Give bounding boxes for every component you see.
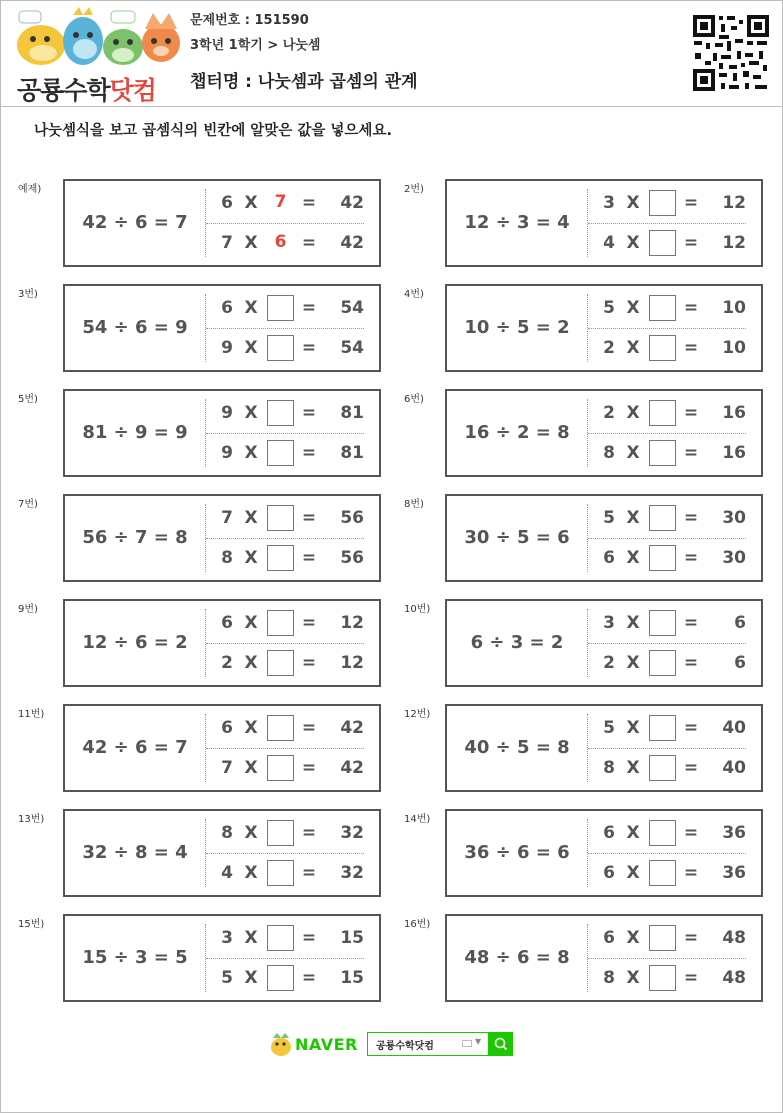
answer-blank[interactable] — [649, 755, 676, 781]
logo-wordmark: 공룡수학닷컴 — [17, 76, 156, 105]
factor: 3 — [603, 193, 615, 213]
equals-sign: = — [301, 548, 317, 568]
division-equation: 81 ÷ 9 = 9 — [82, 422, 188, 443]
problem-card — [445, 284, 763, 372]
factor: 6 — [221, 193, 233, 213]
times-sign: X — [626, 298, 640, 318]
times-sign: X — [244, 508, 258, 528]
product: 48 — [722, 968, 746, 988]
equals-sign: = — [683, 298, 699, 318]
keyboard-icon[interactable] — [462, 1040, 472, 1047]
answer-blank[interactable] — [267, 440, 294, 466]
multiplication-row — [588, 922, 748, 954]
answer-blank[interactable] — [267, 755, 294, 781]
multiplication-row — [206, 332, 366, 364]
instruction-text: 나눗셈식을 보고 곱셈식의 빈칸에 알맞은 값을 넣으세요. — [34, 123, 392, 139]
problem-label: 6번) — [404, 394, 424, 405]
divider-horizontal — [206, 433, 364, 434]
multiplication-row — [588, 647, 748, 679]
factor: 5 — [603, 718, 615, 738]
equals-sign: = — [683, 338, 699, 358]
division-equation: 36 ÷ 6 = 6 — [464, 842, 570, 863]
factor: 2 — [603, 403, 615, 423]
naver-logo: NAVER — [295, 1035, 358, 1054]
answer-blank[interactable] — [649, 610, 676, 636]
times-sign: X — [626, 443, 640, 463]
factor: 8 — [603, 968, 615, 988]
equals-sign: = — [301, 863, 317, 883]
product: 10 — [722, 298, 746, 318]
product: 12 — [340, 613, 364, 633]
factor: 4 — [221, 863, 233, 883]
product: 56 — [340, 548, 364, 568]
product: 32 — [340, 823, 364, 843]
factor: 6 — [603, 928, 615, 948]
division-equation: 16 ÷ 2 = 8 — [464, 422, 570, 443]
multiplication-row — [588, 542, 748, 574]
multiplication-row — [206, 922, 366, 954]
multiplication-row — [588, 607, 748, 639]
divider-horizontal — [588, 748, 746, 749]
problem-card — [63, 179, 381, 267]
product: 40 — [722, 758, 746, 778]
chapter-title: 챕터명 : 나눗셈과 곱셈의 관계 — [190, 72, 418, 92]
multiplication-row — [206, 607, 366, 639]
division-equation: 32 ÷ 8 = 4 — [82, 842, 188, 863]
answer-blank[interactable] — [267, 650, 294, 676]
product: 12 — [722, 233, 746, 253]
division-equation: 12 ÷ 6 = 2 — [82, 632, 188, 653]
problem-card — [445, 389, 763, 477]
times-sign: X — [626, 193, 640, 213]
equals-sign: = — [683, 823, 699, 843]
product: 81 — [340, 443, 364, 463]
multiplication-row — [206, 817, 366, 849]
multiplication-row — [588, 397, 748, 429]
qr-code-icon — [691, 13, 771, 93]
divider-horizontal — [588, 958, 746, 959]
times-sign: X — [626, 613, 640, 633]
multiplication-row — [588, 187, 748, 219]
division-equation: 10 ÷ 5 = 2 — [464, 317, 570, 338]
product: 12 — [722, 193, 746, 213]
times-sign: X — [244, 823, 258, 843]
factor: 5 — [603, 508, 615, 528]
answer-blank[interactable] — [649, 230, 676, 256]
equals-sign: = — [683, 863, 699, 883]
answer-blank[interactable] — [649, 400, 676, 426]
times-sign: X — [244, 613, 258, 633]
factor: 8 — [221, 548, 233, 568]
equals-sign: = — [301, 508, 317, 528]
multiplication-row — [588, 292, 748, 324]
product: 54 — [340, 338, 364, 358]
times-sign: X — [626, 718, 640, 738]
times-sign: X — [244, 443, 258, 463]
times-sign: X — [244, 403, 258, 423]
equals-sign: = — [683, 928, 699, 948]
answer-blank[interactable] — [649, 295, 676, 321]
product: 15 — [340, 928, 364, 948]
search-query-text: 공룡수학닷컴 — [376, 1041, 434, 1052]
equals-sign: = — [301, 968, 317, 988]
equals-sign: = — [301, 193, 317, 213]
product: 30 — [722, 508, 746, 528]
problem-label: 5번) — [18, 394, 38, 405]
answer-blank[interactable] — [267, 965, 294, 991]
multiplication-row — [206, 962, 366, 994]
problem-label: 4번) — [404, 289, 424, 300]
factor: 8 — [603, 758, 615, 778]
problem-card — [63, 809, 381, 897]
dinosaur-logo — [13, 5, 181, 105]
factor: 2 — [603, 653, 615, 673]
divider-horizontal — [206, 643, 364, 644]
multiplication-row — [588, 437, 748, 469]
equals-sign: = — [683, 968, 699, 988]
multiplication-row — [206, 292, 366, 324]
times-sign: X — [244, 863, 258, 883]
multiplication-row — [206, 502, 366, 534]
answer-blank[interactable] — [267, 505, 294, 531]
answer-blank[interactable] — [649, 505, 676, 531]
product: 56 — [340, 508, 364, 528]
product: 36 — [722, 823, 746, 843]
factor: 6 — [221, 613, 233, 633]
equals-sign: = — [683, 718, 699, 738]
problem-label: 13번) — [18, 814, 45, 825]
times-sign: X — [244, 338, 258, 358]
answer-blank[interactable] — [649, 190, 676, 216]
times-sign: X — [626, 403, 640, 423]
problem-label: 16번) — [404, 919, 431, 930]
factor: 9 — [221, 403, 233, 423]
problem-card — [63, 599, 381, 687]
division-equation: 42 ÷ 6 = 7 — [82, 212, 188, 233]
answer-value: 7 — [274, 192, 287, 212]
problem-label: 예제) — [18, 184, 42, 195]
factor: 2 — [603, 338, 615, 358]
factor: 6 — [603, 863, 615, 883]
divider-horizontal — [588, 853, 746, 854]
problem-card — [445, 599, 763, 687]
problem-label: 3번) — [18, 289, 38, 300]
answer-blank[interactable] — [267, 295, 294, 321]
times-sign: X — [626, 653, 640, 673]
times-sign: X — [244, 718, 258, 738]
divider-horizontal — [588, 328, 746, 329]
answer-blank[interactable] — [649, 440, 676, 466]
multiplication-row — [206, 752, 366, 784]
equals-sign: = — [301, 758, 317, 778]
equals-sign: = — [683, 758, 699, 778]
multiplication-row — [206, 857, 366, 889]
dinosaur-mascots-icon — [13, 5, 181, 71]
answer-blank[interactable] — [267, 545, 294, 571]
search-icon — [489, 1032, 513, 1056]
factor: 4 — [603, 233, 615, 253]
times-sign: X — [244, 968, 258, 988]
answer-blank[interactable] — [267, 335, 294, 361]
answer-blank[interactable] — [649, 860, 676, 886]
answer-blank[interactable] — [267, 610, 294, 636]
product: 15 — [340, 968, 364, 988]
problem-label: 9번) — [18, 604, 38, 615]
multiplication-row — [206, 542, 366, 574]
product: 16 — [722, 403, 746, 423]
divider-horizontal — [206, 223, 364, 224]
times-sign: X — [244, 193, 258, 213]
factor: 9 — [221, 338, 233, 358]
product: 10 — [722, 338, 746, 358]
product: 30 — [722, 548, 746, 568]
divider-horizontal — [206, 748, 364, 749]
multiplication-row — [588, 332, 748, 364]
problem-card — [63, 704, 381, 792]
times-sign: X — [244, 928, 258, 948]
division-equation: 54 ÷ 6 = 9 — [82, 317, 188, 338]
equals-sign: = — [683, 508, 699, 528]
problem-number: 문제번호 : 151590 — [190, 13, 309, 28]
equals-sign: = — [301, 653, 317, 673]
answer-blank[interactable] — [649, 335, 676, 361]
divider-horizontal — [206, 958, 364, 959]
equals-sign: = — [683, 443, 699, 463]
times-sign: X — [626, 928, 640, 948]
equals-sign: = — [301, 718, 317, 738]
factor: 3 — [603, 613, 615, 633]
product: 42 — [340, 233, 364, 253]
times-sign: X — [244, 298, 258, 318]
divider-horizontal — [588, 223, 746, 224]
times-sign: X — [626, 508, 640, 528]
multiplication-row — [588, 817, 748, 849]
product: 6 — [734, 653, 746, 673]
multiplication-row — [206, 187, 366, 219]
factor: 5 — [603, 298, 615, 318]
times-sign: X — [626, 758, 640, 778]
problem-label: 10번) — [404, 604, 431, 615]
factor: 6 — [603, 548, 615, 568]
problem-label: 11번) — [18, 709, 45, 720]
divider-horizontal — [588, 643, 746, 644]
answer-blank[interactable] — [649, 715, 676, 741]
worksheet-header — [1, 1, 782, 107]
problem-card — [445, 809, 763, 897]
multiplication-row — [588, 857, 748, 889]
answer-blank[interactable] — [267, 860, 294, 886]
product: 81 — [340, 403, 364, 423]
factor: 2 — [221, 653, 233, 673]
division-equation: 42 ÷ 6 = 7 — [82, 737, 188, 758]
problem-card — [445, 704, 763, 792]
product: 16 — [722, 443, 746, 463]
answer-blank[interactable] — [649, 925, 676, 951]
times-sign: X — [244, 233, 258, 253]
equals-sign: = — [683, 548, 699, 568]
naver-search-input[interactable] — [367, 1032, 489, 1056]
multiplication-row — [588, 752, 748, 784]
product: 12 — [340, 653, 364, 673]
times-sign: X — [244, 548, 258, 568]
factor: 7 — [221, 508, 233, 528]
times-sign: X — [626, 863, 640, 883]
division-equation: 40 ÷ 5 = 8 — [464, 737, 570, 758]
equals-sign: = — [683, 233, 699, 253]
equals-sign: = — [301, 338, 317, 358]
equals-sign: = — [683, 403, 699, 423]
factor: 6 — [221, 298, 233, 318]
multiplication-row — [206, 227, 366, 259]
problem-card — [63, 284, 381, 372]
answer-blank[interactable] — [267, 715, 294, 741]
problem-label: 7번) — [18, 499, 38, 510]
product: 40 — [722, 718, 746, 738]
division-equation: 56 ÷ 7 = 8 — [82, 527, 188, 548]
product: 48 — [722, 928, 746, 948]
answer-blank[interactable] — [649, 820, 676, 846]
divider-horizontal — [206, 538, 364, 539]
dinosaur-mascot-icon — [269, 1032, 293, 1058]
division-equation: 30 ÷ 5 = 6 — [464, 527, 570, 548]
answer-blank[interactable] — [267, 925, 294, 951]
times-sign: X — [244, 653, 258, 673]
problem-label: 2번) — [404, 184, 424, 195]
product: 42 — [340, 718, 364, 738]
equals-sign: = — [683, 613, 699, 633]
factor: 8 — [603, 443, 615, 463]
times-sign: X — [626, 233, 640, 253]
divider-horizontal — [588, 538, 746, 539]
factor: 7 — [221, 233, 233, 253]
equals-sign: = — [301, 613, 317, 633]
answer-value: 6 — [274, 232, 287, 252]
equals-sign: = — [301, 298, 317, 318]
factor: 6 — [221, 718, 233, 738]
multiplication-row — [588, 502, 748, 534]
equals-sign: = — [301, 233, 317, 253]
times-sign: X — [626, 968, 640, 988]
problem-card — [63, 494, 381, 582]
product: 6 — [734, 613, 746, 633]
equals-sign: = — [301, 403, 317, 423]
multiplication-row — [588, 712, 748, 744]
problem-card — [63, 914, 381, 1002]
product: 42 — [340, 193, 364, 213]
division-equation: 48 ÷ 6 = 8 — [464, 947, 570, 968]
multiplication-row — [206, 437, 366, 469]
divider-horizontal — [206, 328, 364, 329]
factor: 5 — [221, 968, 233, 988]
division-equation: 6 ÷ 3 = 2 — [470, 632, 564, 653]
times-sign: X — [244, 758, 258, 778]
multiplication-row — [206, 712, 366, 744]
dropdown-caret-icon[interactable]: ▼ — [475, 1037, 482, 1046]
answer-blank[interactable] — [649, 965, 676, 991]
factor: 7 — [221, 758, 233, 778]
equals-sign: = — [301, 443, 317, 463]
multiplication-row — [588, 962, 748, 994]
problem-label: 14번) — [404, 814, 431, 825]
problem-label: 15번) — [18, 919, 45, 930]
times-sign: X — [626, 823, 640, 843]
search-button[interactable] — [489, 1032, 513, 1056]
problem-card — [63, 389, 381, 477]
problem-label: 12번) — [404, 709, 431, 720]
naver-search-banner — [269, 1032, 519, 1058]
divider-horizontal — [588, 433, 746, 434]
product: 32 — [340, 863, 364, 883]
division-equation: 15 ÷ 3 = 5 — [82, 947, 188, 968]
divider-horizontal — [206, 853, 364, 854]
equals-sign: = — [683, 653, 699, 673]
product: 42 — [340, 758, 364, 778]
worksheet-meta — [190, 13, 320, 63]
division-equation: 12 ÷ 3 = 4 — [464, 212, 570, 233]
multiplication-row — [206, 647, 366, 679]
times-sign: X — [626, 548, 640, 568]
factor: 9 — [221, 443, 233, 463]
answer-blank[interactable] — [649, 650, 676, 676]
problem-card — [445, 179, 763, 267]
answer-blank[interactable] — [267, 400, 294, 426]
problem-label: 8번) — [404, 499, 424, 510]
answer-blank[interactable] — [267, 820, 294, 846]
product: 54 — [340, 298, 364, 318]
problem-card — [445, 914, 763, 1002]
product: 36 — [722, 863, 746, 883]
equals-sign: = — [301, 928, 317, 948]
course-breadcrumb: 3학년 1학기 > 나눗셈 — [190, 38, 321, 53]
answer-blank[interactable] — [649, 545, 676, 571]
multiplication-row — [588, 227, 748, 259]
equals-sign: = — [683, 193, 699, 213]
times-sign: X — [626, 338, 640, 358]
factor: 3 — [221, 928, 233, 948]
equals-sign: = — [301, 823, 317, 843]
problem-card — [445, 494, 763, 582]
multiplication-row — [206, 397, 366, 429]
factor: 8 — [221, 823, 233, 843]
factor: 6 — [603, 823, 615, 843]
